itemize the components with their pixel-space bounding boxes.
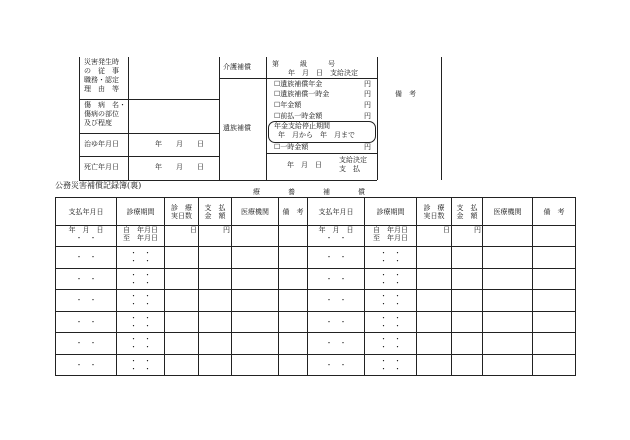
ledger-row: [56, 290, 576, 312]
hdr-payment-date: 支払年月日: [56, 198, 117, 226]
row-period: ・ ・ ・ ・: [365, 247, 417, 269]
hdr-period-2: 診療期間: [365, 198, 417, 226]
row-cell: [279, 290, 308, 312]
remarks-label: 備 考: [395, 90, 416, 98]
first-amount-unit: 円: [199, 226, 232, 247]
payment-decision: 支給決定: [339, 156, 367, 164]
row-payment-date: ・ ・: [56, 290, 117, 312]
payment-made: 支 払: [339, 165, 360, 173]
row-cell: [483, 247, 533, 269]
first-facility: [232, 226, 279, 247]
yen-2: 円: [364, 90, 371, 98]
row-payment-date: ・ ・: [56, 268, 117, 290]
izoku-label: 遺族補償: [223, 124, 251, 132]
row-cell: [279, 311, 308, 333]
row-cell: [452, 290, 483, 312]
row-cell: [199, 354, 232, 376]
row-cell: [533, 311, 576, 333]
first-days-unit-2: 日: [417, 226, 452, 247]
yen-5: 円: [364, 143, 371, 151]
first-facility-2: [483, 226, 533, 247]
ledger-table: [55, 197, 576, 376]
row-period: ・ ・ ・ ・: [117, 247, 165, 269]
row-label-duty: 災害発生時 の 従 事 職務・認定 理 由 等: [84, 58, 119, 93]
row-period: ・ ・ ・ ・: [365, 354, 417, 376]
row-cell: [417, 354, 452, 376]
row-period: ・ ・ ・ ・: [365, 268, 417, 290]
ledger-header-row: [56, 198, 576, 226]
row-cell: [232, 354, 279, 376]
row-cell: [452, 311, 483, 333]
row-cell: [483, 333, 533, 355]
first-date: 年 月 日 ・ ・: [56, 226, 117, 247]
row-payment-date: ・ ・: [308, 311, 365, 333]
first-period: 自 年月日 至 年月日: [117, 226, 165, 247]
row-cell: [199, 311, 232, 333]
row-payment-date: ・ ・: [56, 333, 117, 355]
row-cell: [452, 268, 483, 290]
hdr-period: 診療期間: [117, 198, 165, 226]
row-cell: [232, 333, 279, 355]
hdr-amount: 支 払 金 額: [199, 198, 232, 226]
row-period: ・ ・ ・ ・: [117, 268, 165, 290]
row-cell: [452, 333, 483, 355]
row-period: ・ ・ ・ ・: [365, 290, 417, 312]
row-label-recovery: 治ゆ年月日: [84, 140, 119, 148]
row-payment-date: ・ ・: [308, 290, 365, 312]
row-cell: [483, 354, 533, 376]
hdr-days-2: 診 療 実日数: [417, 198, 452, 226]
row-cell: [232, 290, 279, 312]
hdr-facility-2: 医療機関: [483, 198, 533, 226]
opt-suspension: 年金支給停止期間: [274, 122, 330, 130]
opt-ichijikin: ☐一時金額: [274, 143, 309, 151]
hdr-days: 診 療 実日数: [165, 198, 199, 226]
row-period: ・ ・ ・ ・: [117, 290, 165, 312]
row-payment-date: ・ ・: [308, 333, 365, 355]
opt-nenkin-gaku: ☐年金額: [274, 101, 302, 109]
yen-1: 円: [364, 80, 371, 88]
row-cell: [483, 268, 533, 290]
row-payment-date: ・ ・: [308, 247, 365, 269]
ledger-row: [56, 247, 576, 269]
row-cell: [232, 247, 279, 269]
first-date-2: 年 月 日 ・ ・: [308, 226, 365, 247]
row-cell: [452, 247, 483, 269]
ledger-row: [56, 333, 576, 355]
row-cell: [165, 268, 199, 290]
row-cell: [417, 311, 452, 333]
bottom-date: 年 月 日: [287, 161, 322, 169]
row-cell: [199, 290, 232, 312]
row-cell: [533, 290, 576, 312]
opt-izoku-nenkin: ☐遺族補償年金: [274, 80, 323, 88]
yen-4: 円: [364, 112, 371, 120]
row-cell: [279, 333, 308, 355]
row-cell: [483, 311, 533, 333]
opt-suspension-period: 年 月から 年 月まで: [278, 131, 355, 139]
row-cell: [199, 268, 232, 290]
row-payment-date: ・ ・: [56, 311, 117, 333]
first-amount-unit-2: 円: [452, 226, 483, 247]
hdr-remarks: 備 考: [279, 198, 308, 226]
row-label-death: 死亡年月日: [84, 163, 119, 171]
row-cell: [533, 333, 576, 355]
death-date: 年 月 日: [155, 163, 204, 171]
row-cell: [533, 354, 576, 376]
row-period: ・ ・ ・ ・: [365, 333, 417, 355]
kaigo-decision: 年 月 日 支給決定: [288, 69, 358, 77]
first-period-2: 自 年月日 至 年月日: [365, 226, 417, 247]
row-period: ・ ・ ・ ・: [117, 311, 165, 333]
hdr-amount-2: 支 払 金 額: [452, 198, 483, 226]
row-cell: [165, 311, 199, 333]
row-cell: [483, 290, 533, 312]
row-cell: [165, 290, 199, 312]
row-cell: [533, 247, 576, 269]
row-cell: [232, 268, 279, 290]
kaigo-label: 介護補償: [223, 63, 251, 71]
hdr-facility: 医療機関: [232, 198, 279, 226]
row-payment-date: ・ ・: [308, 268, 365, 290]
ledger-row: [56, 311, 576, 333]
opt-maebarai: ☐前払一時金額: [274, 112, 323, 120]
hdr-payment-date-2: 支払年月日: [308, 198, 365, 226]
row-label-injury: 傷 病 名・ 傷病の部位 及び程度: [84, 101, 126, 127]
ledger-row: [56, 354, 576, 376]
row-cell: [199, 333, 232, 355]
row-cell: [417, 268, 452, 290]
row-cell: [165, 354, 199, 376]
group-header: 療 養 補 償: [253, 188, 365, 196]
first-days-unit: 日: [165, 226, 199, 247]
recovery-date: 年 月 日: [155, 140, 204, 148]
row-cell: [279, 354, 308, 376]
row-cell: [232, 311, 279, 333]
ledger-title: 公務災害補償記録簿(裏): [55, 181, 142, 190]
opt-izoku-ichiji: ☐遺族補償一時金: [274, 90, 330, 98]
row-period: ・ ・ ・ ・: [117, 354, 165, 376]
row-period: ・ ・ ・ ・: [117, 333, 165, 355]
row-cell: [279, 247, 308, 269]
hdr-remarks-2: 備 考: [533, 198, 576, 226]
row-cell: [533, 268, 576, 290]
row-payment-date: ・ ・: [308, 354, 365, 376]
kaigo-grade: 第 級 号: [272, 60, 335, 68]
row-cell: [199, 247, 232, 269]
row-cell: [279, 268, 308, 290]
row-payment-date: ・ ・: [56, 247, 117, 269]
row-cell: [417, 247, 452, 269]
ledger-first-row: [56, 226, 576, 247]
yen-3: 円: [364, 101, 371, 109]
row-payment-date: ・ ・: [56, 354, 117, 376]
row-period: ・ ・ ・ ・: [365, 311, 417, 333]
row-cell: [165, 247, 199, 269]
first-remarks: [279, 226, 308, 247]
row-cell: [417, 290, 452, 312]
ledger-row: [56, 268, 576, 290]
first-remarks-2: [533, 226, 576, 247]
row-cell: [452, 354, 483, 376]
row-cell: [417, 333, 452, 355]
row-cell: [165, 333, 199, 355]
